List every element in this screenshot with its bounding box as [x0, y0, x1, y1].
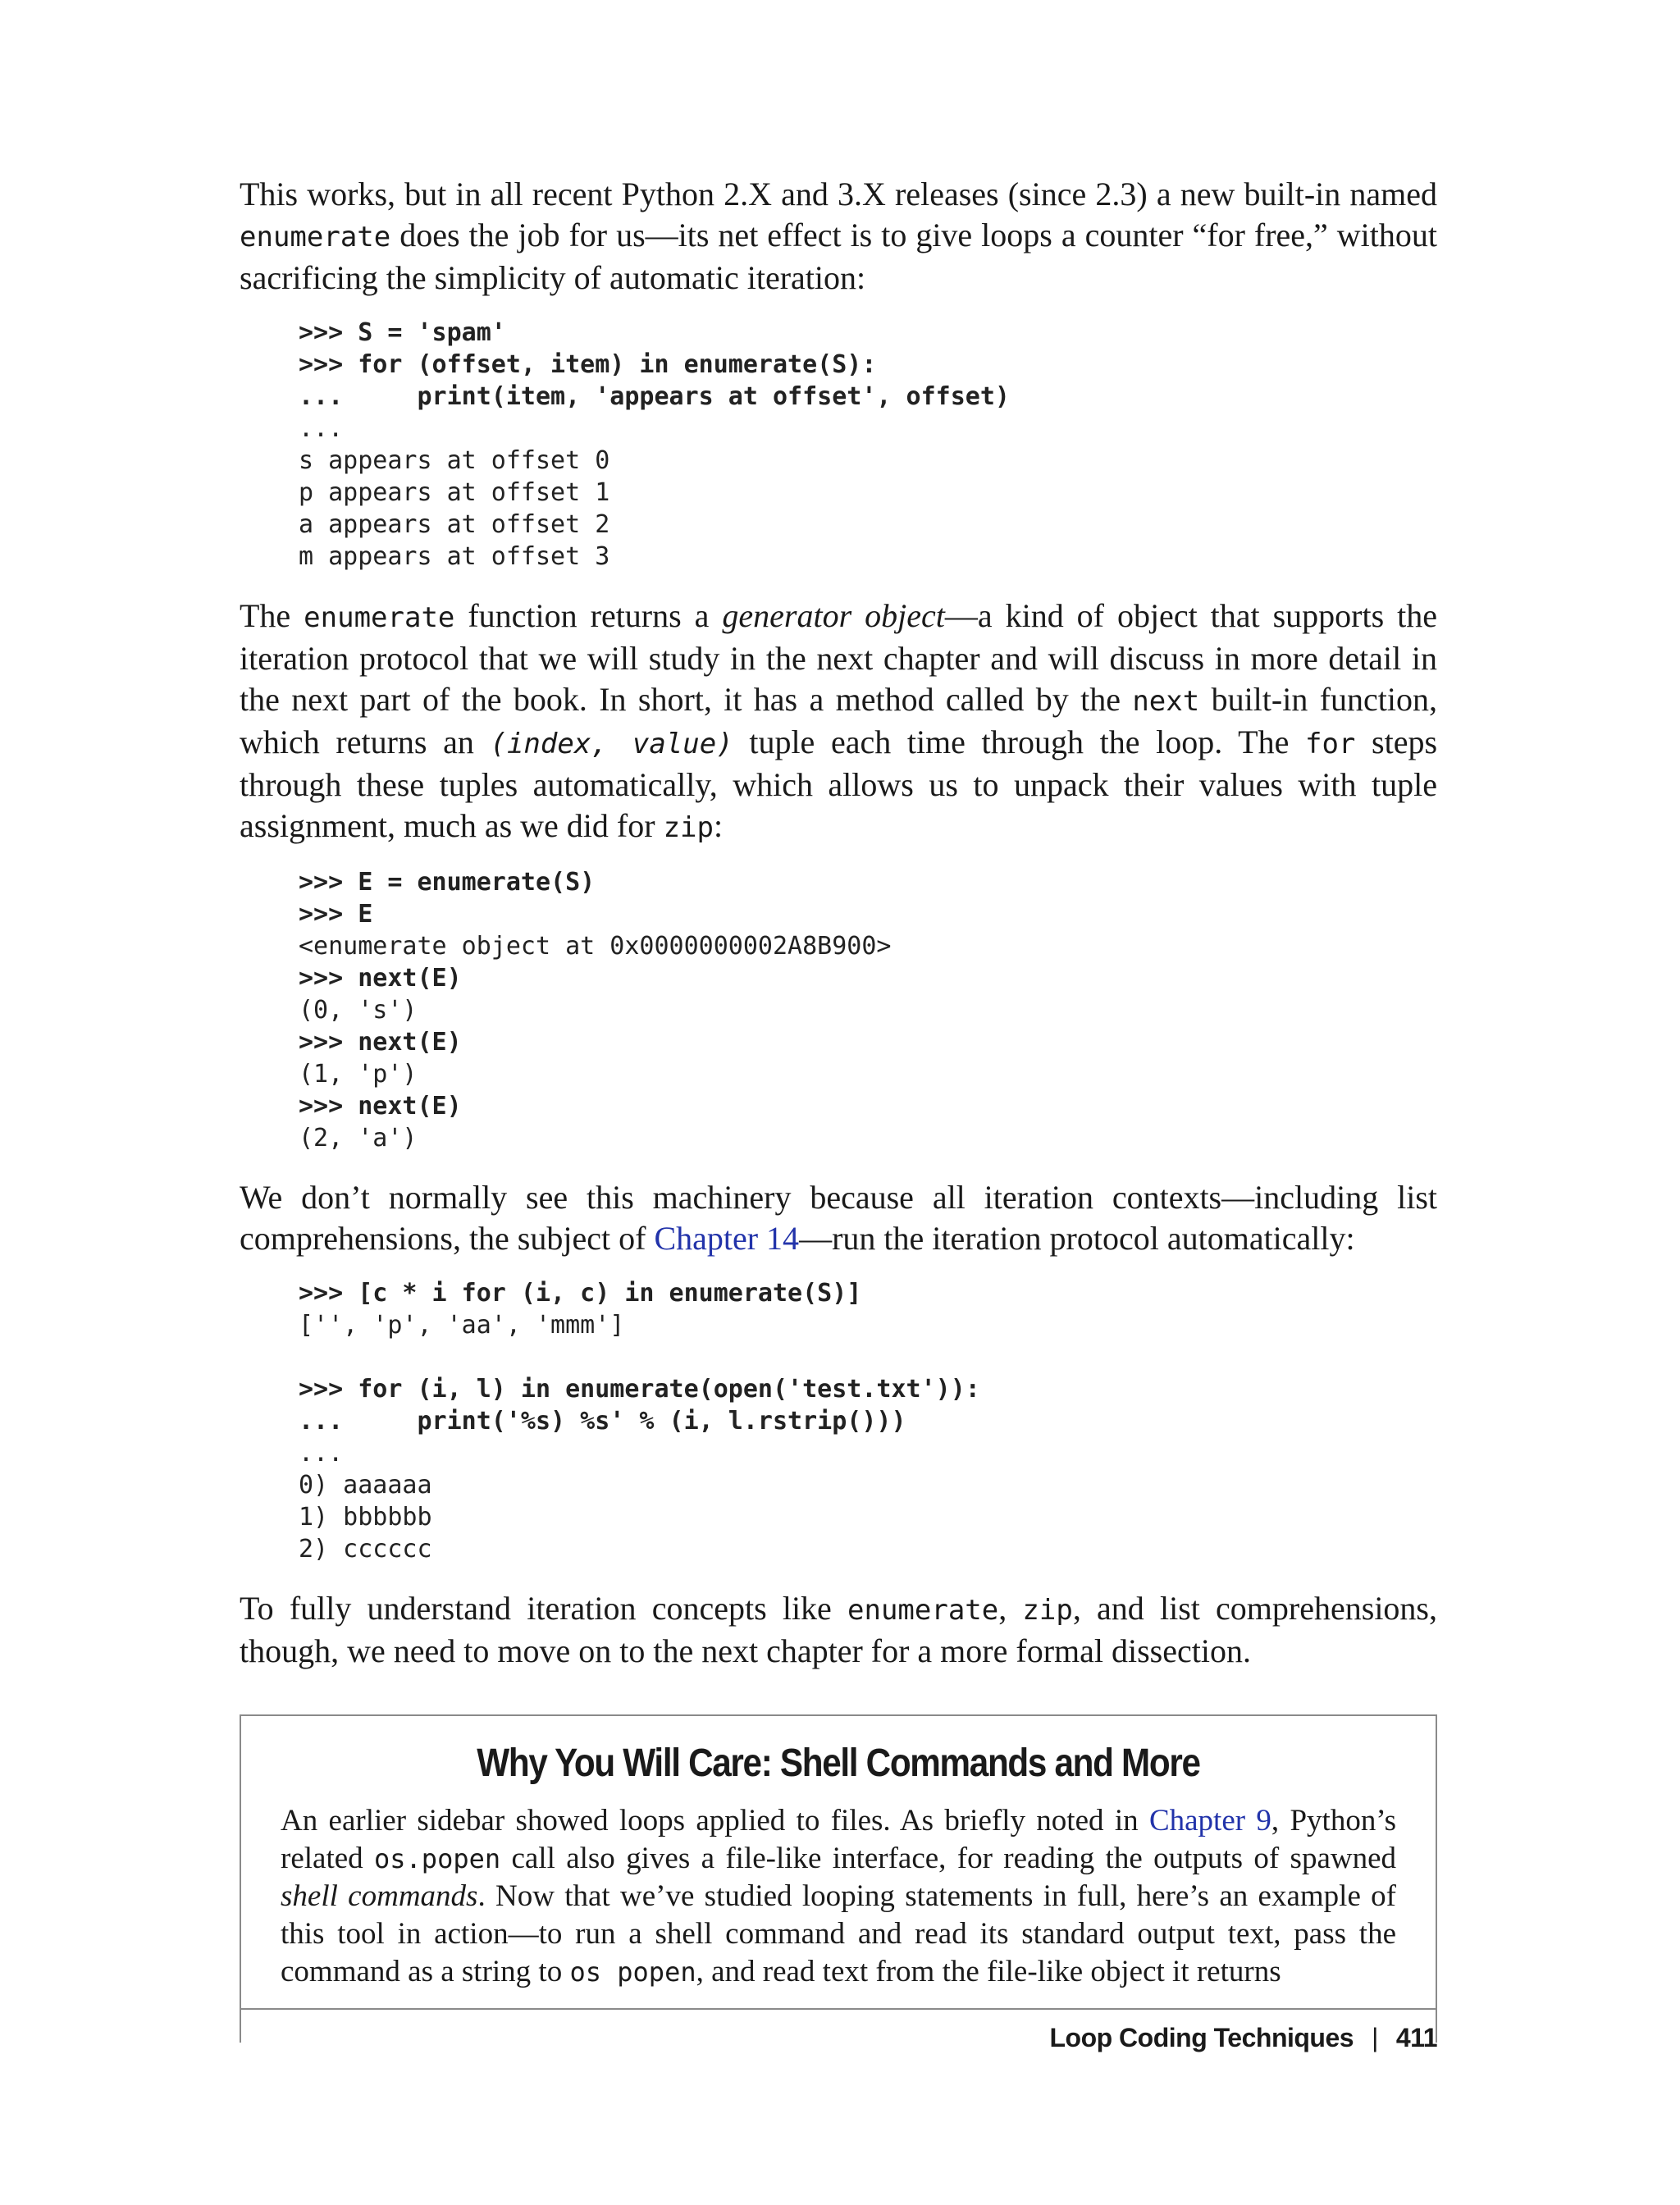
code-line: >>> next(E) — [299, 964, 462, 993]
code-line: ... — [299, 1439, 344, 1468]
code-line: s appears at offset 0 — [299, 446, 610, 475]
text: call also gives a file-like interface, for reading the outputs of spawned — [500, 1842, 1397, 1875]
code-block-enumerate-loop — [299, 317, 1437, 573]
paragraph-generator-object — [240, 596, 1437, 848]
footer-section-title: Loop Coding Techniques — [1049, 2023, 1354, 2052]
code-block-comprehension — [299, 1277, 1437, 1565]
code-line: >>> E — [299, 900, 373, 929]
emphasis: shell commands — [281, 1879, 478, 1913]
text: steps through these tuples automatically, which allows us to unpack their values with tuple assignment, much as we did for — [240, 724, 1438, 844]
inline-code: os.popen — [374, 1843, 501, 1874]
sidebar-paragraph — [281, 1802, 1396, 1991]
code-line: ['', 'p', 'aa', 'mmm'] — [299, 1311, 625, 1340]
code-line: ... — [299, 414, 344, 443]
code-line: (0, 's') — [299, 996, 418, 1025]
code-line — [299, 1341, 1437, 1373]
inline-code: os popen — [569, 1956, 696, 1988]
text: , — [998, 1590, 1023, 1627]
code-block-next-calls — [299, 866, 1437, 1154]
text: does the job for us—its net effect is to give loops a counter “for free,” without sacrificing the simplicity of automatic iteration: — [240, 217, 1437, 296]
code-line: >>> [c * i for (i, c) in enumerate(S)] — [299, 1279, 862, 1308]
emphasis: generator object — [722, 597, 945, 634]
sidebar-box — [240, 1714, 1437, 2043]
code-line: >>> for (i, l) in enumerate(open('test.txt')): — [299, 1375, 980, 1404]
text: . Now that we’ve studied looping statements in full, here’s an example of this tool in action—to run a shell command and read its standard output text, pass the command as a string to — [281, 1879, 1396, 1988]
code-line: >>> next(E) — [299, 1092, 462, 1121]
code-line: <enumerate object at 0x0000000002A8B900> — [299, 932, 892, 961]
inline-code: (index, value) — [490, 728, 733, 760]
inline-code: zip — [1022, 1594, 1073, 1627]
chapter-14-link[interactable]: Chapter 14 — [654, 1220, 800, 1257]
code-line: (2, 'a') — [299, 1124, 418, 1153]
text: —run the iteration protocol automatically: — [799, 1220, 1355, 1257]
chapter-9-link[interactable]: Chapter 9 — [1148, 1804, 1271, 1838]
text: built-in function, which returns an — [240, 681, 1437, 760]
code-line: >>> E = enumerate(S) — [299, 868, 596, 897]
text: An earlier sidebar showed loops applied to files. As briefly noted in — [281, 1804, 1149, 1838]
code-line: >>> for (offset, item) in enumerate(S): — [299, 350, 877, 379]
paragraph-iteration-contexts — [240, 1177, 1437, 1259]
footer-separator: | — [1372, 2023, 1378, 2052]
inline-code: enumerate — [304, 601, 455, 634]
text: : — [713, 807, 724, 844]
text: , Python’s related — [281, 1804, 1396, 1875]
code-line: m appears at offset 3 — [299, 542, 610, 571]
inline-code: enumerate — [847, 1594, 999, 1627]
code-line: (1, 'p') — [299, 1060, 418, 1089]
sidebar-title: Why You Will Care: Shell Commands and More — [477, 1742, 1200, 1785]
text: The — [240, 597, 304, 634]
code-line: >>> next(E) — [299, 1028, 462, 1057]
code-line: a appears at offset 2 — [299, 510, 610, 539]
page-number: 411 — [1395, 2023, 1437, 2052]
inline-code: next — [1132, 685, 1200, 718]
code-line: p appears at offset 1 — [299, 478, 610, 507]
text: function returns a — [454, 597, 723, 634]
paragraph-conclusion — [240, 1588, 1437, 1672]
text: —a kind of object that supports the iteration protocol that we will study in the next chapter and will discuss in more detail in the next part of the book. In short, it has a method called by the — [240, 597, 1437, 718]
inline-code: zip — [663, 811, 714, 844]
page-content — [240, 174, 1437, 2043]
code-line: ... print('%s) %s' % (i, l.rstrip())) — [299, 1407, 906, 1436]
paragraph-enumerate-intro — [240, 174, 1437, 299]
code-line: >>> S = 'spam' — [299, 318, 506, 347]
text: tuple each time through the loop. The — [733, 724, 1305, 760]
text: , and read text from the file-like object it returns — [696, 1955, 1281, 1988]
text: , and list comprehensions, though, we need to move on to the next chapter for a more formal dissection. — [240, 1590, 1437, 1669]
text: To fully understand iteration concepts like — [240, 1590, 847, 1627]
page-footer — [1049, 2023, 1437, 2053]
code-line: 0) aaaaaa — [299, 1471, 432, 1500]
code-line: ... print(item, 'appears at offset', offset) — [299, 382, 1010, 411]
footer-rule — [240, 2008, 1437, 2010]
code-line: 2) cccccc — [299, 1535, 432, 1564]
text: This works, but in all recent Python 2.X and 3.X releases (since 2.3) a new built-in named — [240, 176, 1437, 212]
code-line: 1) bbbbbb — [299, 1503, 432, 1532]
text: We don’t normally see this machinery because all iteration contexts—including list comprehensions, the subject of — [240, 1179, 1437, 1257]
inline-code: enumerate — [240, 221, 391, 253]
inline-code: for — [1304, 728, 1356, 760]
